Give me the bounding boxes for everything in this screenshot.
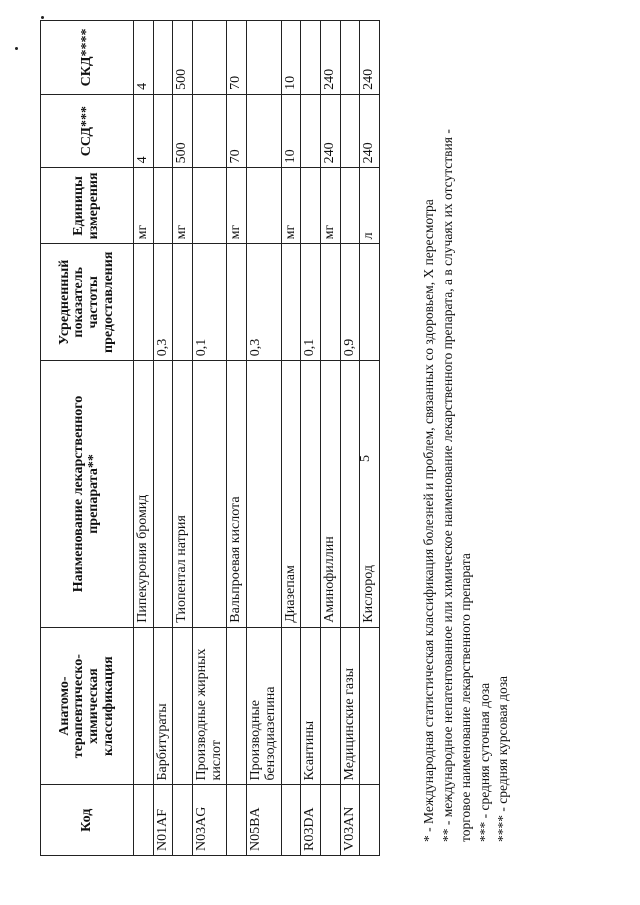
cell-code: R03DA [301,785,321,856]
cell-atc [173,627,193,785]
cell-skd [340,21,360,95]
cell-unit [301,168,321,244]
cell-skd [153,21,173,95]
cell-code: V03AN [340,785,360,856]
cell-unit [247,168,281,244]
header-unit: Единицы измерения [41,168,134,244]
cell-unit [340,168,360,244]
cell-name: Кислород [360,361,380,628]
cell-name [193,361,227,628]
cell-frequency [281,244,301,361]
table-row [227,21,247,856]
drug-table [40,20,380,856]
cell-atc [227,627,247,785]
cell-ssd: 240 [360,94,380,168]
page-number: 5 [358,455,373,462]
cell-code: N05BA [247,785,281,856]
cell-atc: Медицинские газы [340,627,360,785]
table-row [173,21,193,856]
cell-frequency: 0,3 [247,244,281,361]
header-frequency: Усредненный показатель частоты предоставления [41,244,134,361]
cell-frequency: 0,1 [301,244,321,361]
cell-frequency: 0,3 [153,244,173,361]
cell-atc: Производные бензодиазепина [247,627,281,785]
header-skd: СКД**** [41,21,134,95]
cell-atc: Ксантины [301,627,321,785]
rotated-page-content [0,20,600,880]
cell-frequency [173,244,193,361]
cell-atc: Барбитураты [153,627,173,785]
table-row [281,21,301,856]
table-row [320,21,340,856]
cell-ssd: 4 [134,94,154,168]
cell-skd [193,21,227,95]
cell-frequency [227,244,247,361]
cell-code [173,785,193,856]
table-row [153,21,173,856]
cell-skd [247,21,281,95]
cell-atc [281,627,301,785]
cell-name [340,361,360,628]
cell-frequency: 0,9 [340,244,360,361]
footnote: **** - средняя курсовая доза [495,675,510,842]
footnotes [420,82,513,842]
cell-unit [153,168,173,244]
cell-frequency [320,244,340,361]
table-row [301,21,321,856]
cell-name: Аминофиллин [320,361,340,628]
cell-skd: 70 [227,21,247,95]
cell-skd [301,21,321,95]
cell-unit [193,168,227,244]
cell-name: Диазепам [281,361,301,628]
cell-unit: мг [281,168,301,244]
cell-unit: мг [320,168,340,244]
table-row [247,21,281,856]
cell-skd: 10 [281,21,301,95]
table-row [340,21,360,856]
cell-code [134,785,154,856]
cell-skd: 240 [360,21,380,95]
cell-code [360,785,380,856]
cell-unit: мг [134,168,154,244]
cell-name: Пипекурония бромид [134,361,154,628]
cell-frequency [134,244,154,361]
cell-atc [360,627,380,785]
cell-name [301,361,321,628]
cell-skd: 500 [173,21,193,95]
cell-ssd: 70 [227,94,247,168]
cell-ssd: 500 [173,94,193,168]
cell-ssd [301,94,321,168]
header-name: Наименование лекарственного препарата** [41,361,134,628]
cell-unit: мг [173,168,193,244]
cell-name [153,361,173,628]
header-code: Код [41,785,134,856]
footnote: *** - средняя суточная доза [476,682,492,842]
footnote: ** - международное непатентованное или химическое наименование лекарственного препарата, а в случаях их отсутствия - торговое наименование лекарственного препарата [439,129,473,842]
cell-name: Тиопентал натрия [173,361,193,628]
cell-ssd [247,94,281,168]
cell-atc: Производные жирных кислот [193,627,227,785]
cell-unit: л [360,168,380,244]
cell-frequency: 0,1 [193,244,227,361]
cell-code [281,785,301,856]
cell-ssd: 240 [320,94,340,168]
scan-dot [41,16,44,19]
table-row [360,21,380,856]
cell-skd: 240 [320,21,340,95]
cell-code: N03AG [193,785,227,856]
table-row [134,21,154,856]
cell-code: N01AF [153,785,173,856]
cell-skd: 4 [134,21,154,95]
footnote: * - Международная статистическая классификация болезней и проблем, связанных со здоровьем, X пересмотра [421,199,436,842]
cell-atc [134,627,154,785]
cell-ssd [153,94,173,168]
header-ssd: ССД*** [41,94,134,168]
cell-frequency [360,244,380,361]
cell-ssd [340,94,360,168]
cell-name: Вальпроевая кислота [227,361,247,628]
cell-name [247,361,281,628]
cell-code [320,785,340,856]
header-atc: Анатомо-терапевтическо-химическая классификация [41,627,134,785]
cell-unit: мг [227,168,247,244]
table-row [193,21,227,856]
cell-ssd: 10 [281,94,301,168]
cell-atc [320,627,340,785]
cell-code [227,785,247,856]
table-header-row [41,21,134,856]
cell-ssd [193,94,227,168]
